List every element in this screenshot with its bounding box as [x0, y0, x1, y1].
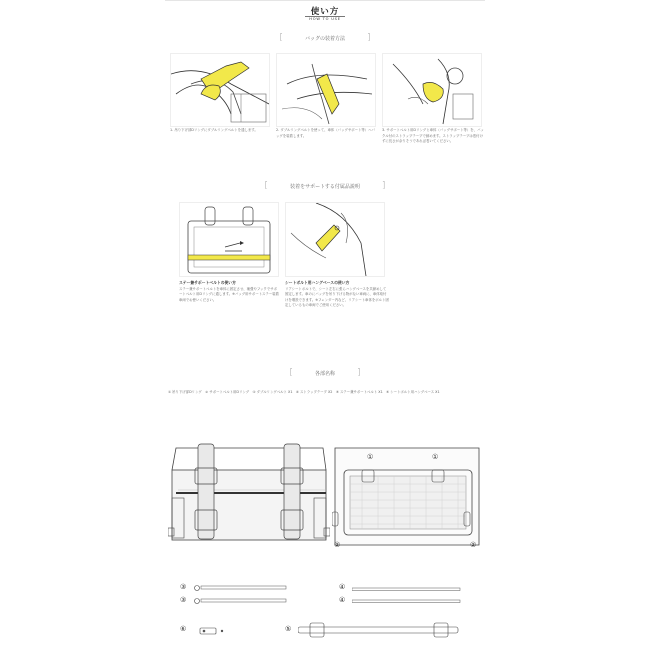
- step-1-illustration: [170, 53, 270, 127]
- step-2-illustration: [276, 53, 376, 127]
- double-ring-belt-drawing: [193, 584, 288, 608]
- section-label: バッグの装着方法: [304, 35, 345, 42]
- step-1-caption: 1. 吊り下げ部Dリングにダブルリングベルトを通します。: [170, 128, 258, 132]
- step-2-caption: 2. ダブルリングベルトを使って、車体（バッグサポート等）へバッグを装着します。: [276, 128, 375, 138]
- marker-6: ⑥: [180, 625, 187, 633]
- page-subtitle: [0, 17, 650, 21]
- parts-list: ① 吊り下げ部Dリング ② サポートベルト用Dリング ③ ダブルリングベルト X1 ④ ストラップテープ X2 ⑤ ステー兼サポートベルト X1 ⑥ シートボルト用ハングベース X1: [168, 390, 440, 394]
- section-heading-mounting: [ バッグの装着方法 ]: [279, 32, 371, 43]
- marker-4-a: ④: [339, 583, 346, 591]
- marker-1-left: ①: [367, 453, 374, 461]
- stay-support-belt-drawing: [298, 620, 460, 642]
- marker-2-right: ②: [470, 541, 477, 549]
- hang-base-caption: [285, 280, 389, 309]
- hang-base-part-drawing: [198, 625, 228, 637]
- marker-2-left: ②: [334, 541, 341, 549]
- marker-4-b: ④: [339, 596, 346, 604]
- stay-belt-caption: [179, 280, 279, 303]
- page-title: 使い方: [310, 7, 340, 17]
- step-3-caption: 3. サポートベルト用Dリングと車体（バッグサポート等）を、バックル付のストラップテープで締めます。ストラップテープは巻付けずに長さが余りそうであれば巻いてください。: [382, 128, 484, 143]
- top-rule: [165, 0, 485, 1]
- section-label: 各部名称: [314, 370, 335, 377]
- hang-base-illustration: [285, 202, 385, 277]
- section-label: 装着をサポートする付属品説明: [290, 183, 360, 190]
- hang-base-heading: シートボルト用ハングベースの使い方: [285, 280, 350, 285]
- section-heading-parts: [ 各部名称 ]: [289, 367, 361, 378]
- marker-5: ⑤: [285, 625, 292, 633]
- marker-3-b: ③: [180, 596, 187, 604]
- stay-belt-body: ステー兼サポートベルトを車体に固定させ、補強やフックでサポートベルト用Dリングに通します。※バッグ用サポートステー装着車両でお使いください。: [179, 286, 279, 302]
- stay-belt-heading: ステー兼サポートベルトの使い方: [179, 280, 236, 285]
- strap-tape-drawing: [352, 586, 462, 606]
- stay-belt-illustration: [179, 202, 279, 277]
- bag-front-drawing: [168, 440, 330, 545]
- marker-3-a: ③: [180, 583, 187, 591]
- hang-base-body: リアシートボルトで、シート左右に張らハングベースを共締めして固定します。車のにバッグを吊り下げる物がない車両に、車体取付けを増設できます。※フェンダー内など、リアシート車体をボルト固定しているもの車両でご使用ください。: [285, 286, 389, 307]
- step-3-illustration: [382, 53, 482, 127]
- section-heading-accessories: [ 装着をサポートする付属品説明 ]: [264, 180, 386, 191]
- bag-back-drawing: [332, 440, 482, 552]
- marker-1-right: ①: [432, 453, 439, 461]
- subtitle-text: HOW TO USE: [305, 16, 345, 21]
